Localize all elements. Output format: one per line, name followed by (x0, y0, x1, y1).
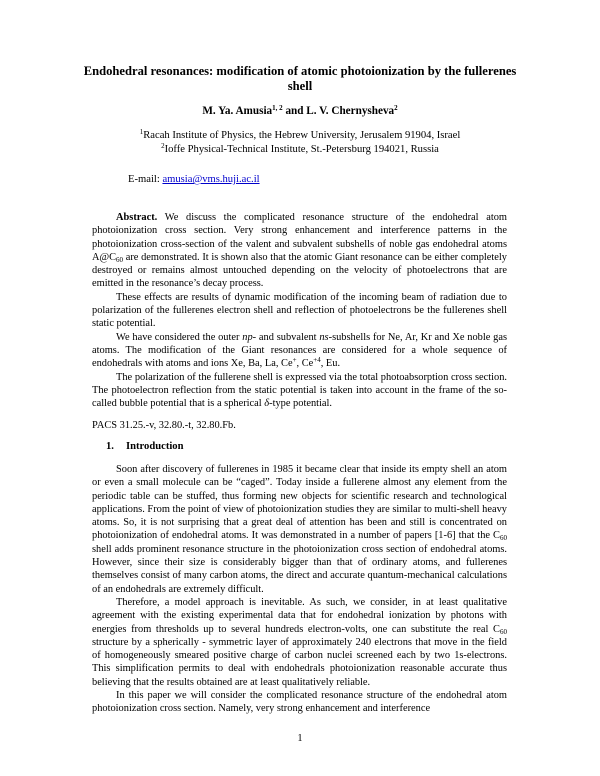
body-text (92, 463, 507, 716)
author-1: M. Ya. Amusia (202, 105, 273, 117)
email-label: E-mail: (128, 174, 160, 185)
abstract-text-3c: -subshells for Ne, Ar, Kr and Xe noble gas atoms. The modification of the Giant resonances are considered for a whole sequence of endohedrals with atoms and ions Xe, Ba, La, Ce (92, 331, 508, 370)
body-paragraph-2 (92, 596, 507, 689)
page-number: 1 (297, 733, 303, 744)
abstract-text-3e: , Eu. (320, 358, 341, 370)
email-line (128, 174, 260, 185)
affiliation-2-text: Ioffe Physical-Technical Institute, St.-Petersburg 194021, Russia (164, 144, 439, 155)
abstract-sup-2: +4 (313, 356, 321, 365)
section-title: Introduction (126, 441, 184, 452)
abstract-text-1b: are demonstrated. It is shown also that the atomic Giant resonance can be either completely destroyed or remains almost untouched depending on the velocity of photoelectrons that are emitted in the resonance’s decay process. (92, 251, 507, 290)
section-number: 1. (106, 441, 114, 452)
abstract-ns: ns (319, 331, 329, 343)
abstract-delta: δ (264, 398, 270, 410)
abstract-text-3a: We have considered the outer (116, 331, 243, 343)
abstract-text-1a: We discuss the complicated resonance structure of the endohedral atom photoionization cross section. Very strong enhancement and interference patterns in the photoionization cross-section of the valent and subvalent subshells of noble gas endohedral atoms A@C (92, 212, 507, 263)
abstract-paragraph-2: These effects are results of dynamic modification of the incoming beam of radiation due to polarization of the fullerenes electron shell and reflection of photoelectrons be the fullerenes shell static potential. (92, 291, 507, 330)
abstract-text-4a: The polarization of the fullerene shell is expressed via the total photoabsorption cross section. The photoelectron reflection from the static potential is taken into account in the frame of the so-called bubble potential that is a spherical (92, 371, 507, 410)
abstract-text-3b: - and subvalent (252, 331, 320, 343)
abstract-subscript: 60 (116, 255, 124, 264)
section-heading (106, 441, 184, 452)
author-line (0, 105, 600, 117)
body-paragraph-1 (92, 463, 507, 596)
email-link[interactable]: amusia@vms.huji.ac.il (162, 174, 260, 185)
abstract-sup-1: + (292, 356, 297, 365)
body-text-2a: Therefore, a model approach is inevitable. As such, we consider, in at least qualitative agreement with the existing experimental data that for endohedral ionization by photons with energies from thresholds up to several hundreds electron-volts, one can substitute the real C (92, 596, 507, 635)
body-subscript-1: 60 (500, 534, 507, 543)
body-paragraph-3: In this paper we will consider the complicated resonance structure of the endohedral atom photoionization cross section. Namely, very strong enhancement and interference (92, 690, 507, 715)
abstract-paragraph-4 (92, 371, 507, 411)
abstract (92, 211, 507, 410)
author-2: L. V. Chernysheva (306, 105, 395, 117)
abstract-label: Abstract. (116, 212, 158, 223)
body-subscript-2: 60 (500, 627, 507, 636)
author-conjunction: and (285, 105, 304, 117)
affiliation-1-mark: 1 (139, 128, 144, 136)
body-text-1b: shell adds prominent resonance structure in the photoionization cross section of endohedral atoms. However, since their size is considerably bigger than that of ordinary atoms, and fullerenes themselves consist of many carbon atoms, the direct and accurate quantum-mechanical calculations of an endohedrals are extremely difficult. (92, 543, 507, 595)
abstract-text-3d: , Ce (296, 358, 314, 370)
author-2-affiliation-marks: 2 (394, 104, 398, 112)
body-text-2b: structure by a spherically - symmetric layer of approximately 240 electrons that move in the field of homogeneously smeared positive charge of carbon nuclei screened each by two 1s-electrons. This simplification permits to deal with endohedrals photoionization reasonable accurate thus believing that the results obtained are at least qualitatively reliable. (92, 636, 507, 688)
affiliation-2-mark: 2 (161, 142, 165, 150)
abstract-paragraph-3 (92, 331, 507, 371)
author-1-affiliation-marks: 1, 2 (272, 104, 283, 112)
abstract-text-4b: -type potential. (269, 398, 333, 410)
affiliation-2 (0, 144, 600, 155)
affiliation-1-text: Racah Institute of Physics, the Hebrew University, Jerusalem 91904, Israel (143, 130, 461, 141)
body-text-1a: Soon after discovery of fullerenes in 1985 it became clear that inside its empty shell an atom or even a small molecule can be “caged”. Today inside a fullerene almost any element from the periodic table can be stuffed, thus forming new objects for scientific research and technological applications. From the point of view of photoionization studies they are similar to multi-shell heavy atoms. So, it is not surprising that a great deal of attention has been and still is concentrated on photoionization of endohedral atoms. It was demonstrated in a number of papers [1-6] that the C (92, 464, 507, 542)
abstract-paragraph-1 (92, 211, 507, 291)
paper-title: Endohedral resonances: modification of atomic photoionization by the fullerenes shell (83, 64, 517, 93)
affiliation-1 (0, 130, 600, 141)
pacs-line: PACS 31.25.-v, 32.80.-t, 32.80.Fb. (92, 420, 236, 431)
abstract-np: np (242, 331, 253, 343)
